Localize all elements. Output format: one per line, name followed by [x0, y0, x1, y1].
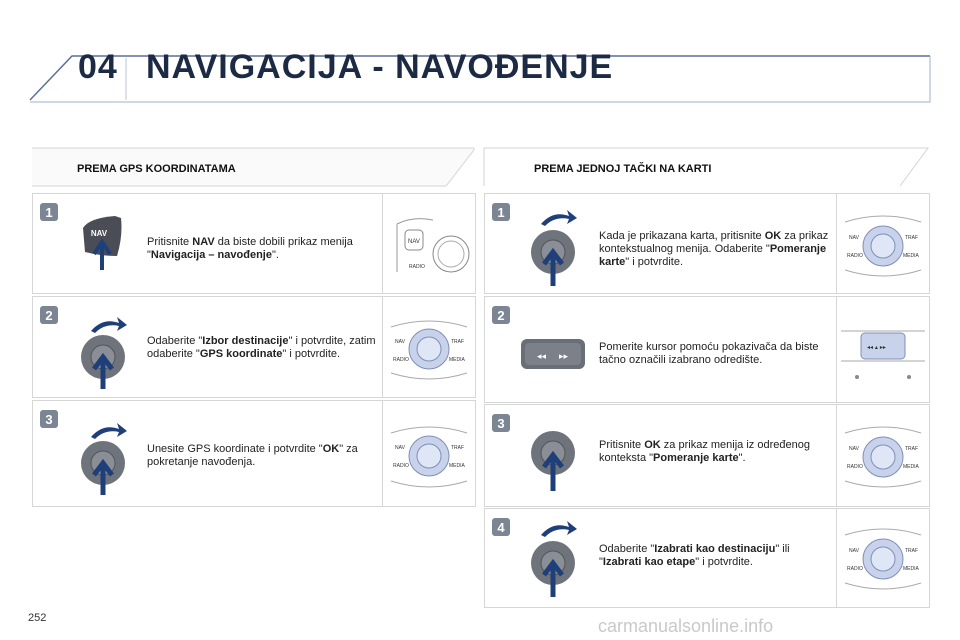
dial-ok-icon [523, 204, 583, 293]
left-step-3-text: Unesite GPS koordinate i potvrdite "OK" za pokretanje navođenja. [147, 443, 358, 468]
dial-ok-icon [523, 413, 583, 502]
svg-text:MEDIA: MEDIA [903, 566, 919, 572]
svg-text:NAV: NAV [849, 235, 859, 241]
svg-text:MEDIA: MEDIA [449, 463, 465, 469]
watermark-text: carmanualsonline.info [598, 616, 774, 636]
left-step-1-card [32, 193, 476, 294]
step-number: 3 [497, 416, 505, 431]
control-panel-thumbnail [836, 297, 929, 402]
control-panel-thumbnail [382, 297, 475, 397]
svg-text:TRAF: TRAF [905, 235, 919, 241]
left-step-2-text: Odaberite "Izbor destinacije" i potvrdite, zatim odaberite "GPS koordinate" i potvrdite. [147, 335, 376, 360]
svg-text:TRAF: TRAF [451, 445, 465, 451]
svg-text:RADIO: RADIO [393, 357, 409, 363]
right-step-4-card [484, 508, 930, 608]
svg-text:RADIO: RADIO [393, 463, 409, 469]
right-step-3-card [484, 404, 930, 507]
svg-text:NAV: NAV [849, 446, 859, 452]
control-panel-thumbnail [836, 405, 929, 506]
right-step-2-text: Pomerite kursor pomoću pokazivača da biste tačno označili izabrano odredište. [599, 341, 819, 366]
left-step-1-text: Pritisnite NAV da biste dobili prikaz menija "Navigacija – navođenje". [147, 236, 353, 261]
control-panel-thumbnail [836, 509, 929, 607]
left-step-2-card [32, 296, 476, 398]
control-panel-thumbnail [382, 194, 475, 293]
right-section-heading: PREMA JEDNOJ TAČKI NA KARTI [534, 163, 712, 175]
page-title: NAVIGACIJA - NAVOĐENJE [146, 48, 614, 86]
chapter-number: 04 [78, 48, 118, 86]
svg-text:NAV: NAV [849, 548, 859, 554]
step-number-badge [39, 409, 59, 429]
arrow-pad-icon [519, 335, 589, 380]
svg-text:◂◂: ◂◂ [537, 352, 547, 362]
step-number-badge [491, 517, 511, 537]
svg-text:NAV: NAV [90, 229, 108, 238]
left-section-heading: PREMA GPS KOORDINATAMA [77, 163, 236, 175]
svg-text:NAV: NAV [395, 445, 405, 451]
step-number: 1 [497, 205, 505, 220]
step-number: 4 [497, 520, 505, 535]
svg-text:TRAF: TRAF [905, 548, 919, 554]
step-number: 2 [45, 308, 53, 323]
page-header [0, 0, 960, 110]
nav-button-icon [77, 212, 127, 277]
svg-text:TRAF: TRAF [451, 339, 465, 345]
svg-text:NAV: NAV [395, 339, 405, 345]
dial-ok-icon [73, 311, 133, 396]
svg-text:RADIO: RADIO [847, 566, 863, 572]
left-step-3-card [32, 400, 476, 507]
step-number-badge [39, 202, 59, 222]
step-number-badge [39, 305, 59, 325]
svg-text:RADIO: RADIO [847, 253, 863, 259]
svg-text:▸▸: ▸▸ [559, 352, 569, 362]
svg-text:RADIO: RADIO [847, 464, 863, 470]
dial-ok-icon [523, 515, 583, 604]
right-step-1-text: Kada je prikazana karta, pritisnite OK za prikaz kontekstualnog menija. Odaberite "Pomeranje karte" i potvrdite. [599, 230, 829, 268]
right-step-4-text: Odaberite "Izabrati kao destinaciju" ili "Izabrati kao etape" i potvrdite. [599, 543, 790, 568]
step-number-badge [491, 202, 511, 222]
step-number: 3 [45, 412, 53, 427]
page-number: 252 [28, 612, 47, 624]
step-number: 1 [45, 205, 53, 220]
dial-ok-icon [73, 417, 133, 502]
svg-text:NAV: NAV [408, 239, 420, 245]
svg-text:RADIO: RADIO [409, 264, 425, 270]
step-number: 2 [497, 308, 505, 323]
svg-text:◂◂ ▴ ▸▸: ◂◂ ▴ ▸▸ [867, 344, 886, 351]
svg-text:TRAF: TRAF [905, 446, 919, 452]
right-step-2-card [484, 296, 930, 403]
right-step-3-text: Pritisnite OK za prikaz menija iz određenog konteksta "Pomeranje karte". [599, 439, 810, 464]
svg-text:MEDIA: MEDIA [449, 357, 465, 363]
step-number-badge [491, 305, 511, 325]
right-step-1-card [484, 193, 930, 294]
control-panel-thumbnail [836, 194, 929, 293]
step-number-badge [491, 413, 511, 433]
control-panel-thumbnail [382, 401, 475, 506]
svg-text:MEDIA: MEDIA [903, 253, 919, 259]
svg-text:MEDIA: MEDIA [903, 464, 919, 470]
